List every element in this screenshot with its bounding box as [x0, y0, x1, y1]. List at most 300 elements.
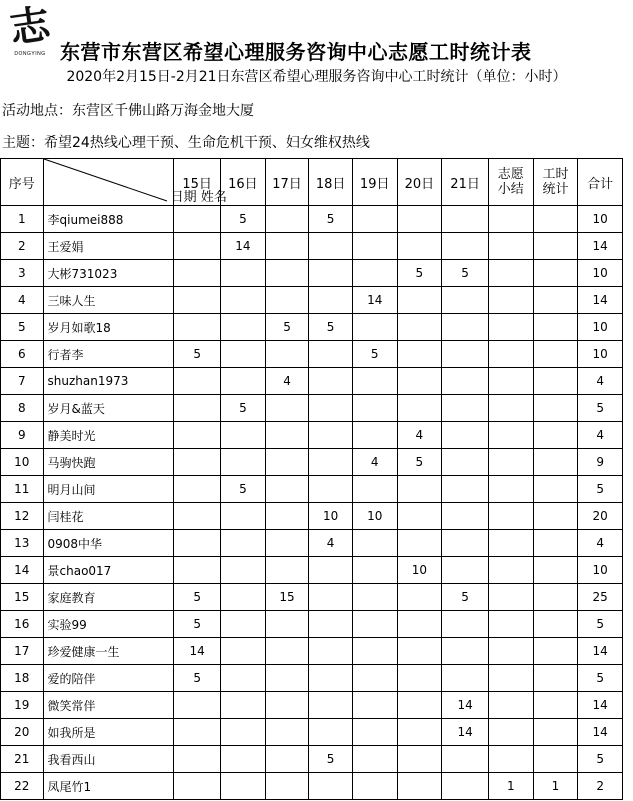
header-day: 15日: [174, 159, 221, 206]
summary-hours: [488, 395, 533, 422]
total-hours: 14: [578, 719, 623, 746]
day-hours: [352, 395, 397, 422]
day-hours: [352, 422, 397, 449]
day-hours: [397, 206, 442, 233]
summary-hours: [488, 503, 533, 530]
table-row: [1, 665, 623, 692]
table-row: [1, 449, 623, 476]
diagonal-line: [44, 159, 167, 201]
day-hours: [174, 503, 221, 530]
header-hours: [533, 159, 578, 206]
day-hours: 5: [309, 314, 353, 341]
total-hours: 10: [578, 557, 623, 584]
summary-hours: [488, 422, 533, 449]
total-hours: 4: [578, 368, 623, 395]
day-hours: [221, 773, 266, 800]
stat-hours: [533, 260, 578, 287]
day-hours: [174, 206, 221, 233]
table-row: [1, 638, 623, 665]
day-hours: 5: [174, 665, 221, 692]
table-row: [1, 368, 623, 395]
summary-hours: [488, 287, 533, 314]
day-hours: [309, 260, 353, 287]
day-hours: [221, 692, 266, 719]
day-hours: [442, 476, 489, 503]
stat-hours: [533, 665, 578, 692]
stat-hours: [533, 341, 578, 368]
summary-hours: [488, 341, 533, 368]
day-hours: [442, 530, 489, 557]
day-hours: [221, 557, 266, 584]
table-row: [1, 719, 623, 746]
day-hours: [352, 260, 397, 287]
header-summary-line1: 志愿: [497, 167, 524, 182]
volunteer-name: 我看西山: [43, 746, 174, 773]
day-hours: 14: [174, 638, 221, 665]
total-hours: 5: [578, 611, 623, 638]
volunteer-name: 王爱娟: [43, 233, 174, 260]
day-hours: 4: [352, 449, 397, 476]
day-hours: [442, 449, 489, 476]
total-hours: 2: [578, 773, 623, 800]
header-hours-line1: 工时: [542, 167, 569, 182]
row-index: 9: [1, 422, 44, 449]
day-hours: 14: [221, 233, 266, 260]
row-index: 1: [1, 206, 44, 233]
day-hours: 5: [174, 611, 221, 638]
day-hours: [352, 314, 397, 341]
row-index: 2: [1, 233, 44, 260]
table-row: [1, 422, 623, 449]
day-hours: [352, 611, 397, 638]
stat-hours: [533, 530, 578, 557]
total-hours: 5: [578, 665, 623, 692]
header-total: 合计: [578, 159, 623, 206]
header-hours-line2: 统计: [542, 182, 569, 197]
header-date: 日期: [170, 190, 197, 205]
day-hours: [352, 746, 397, 773]
row-index: 13: [1, 530, 44, 557]
total-hours: 4: [578, 422, 623, 449]
day-hours: [442, 557, 489, 584]
summary-hours: [488, 665, 533, 692]
day-hours: [309, 773, 353, 800]
volunteer-name: 家庭教育: [43, 584, 174, 611]
day-hours: [397, 584, 442, 611]
day-hours: [265, 611, 309, 638]
row-index: 8: [1, 395, 44, 422]
row-index: 12: [1, 503, 44, 530]
day-hours: [174, 692, 221, 719]
total-hours: 9: [578, 449, 623, 476]
volunteer-name: 大彬731023: [43, 260, 174, 287]
row-index: 16: [1, 611, 44, 638]
volunteer-name: 珍爱健康一生: [43, 638, 174, 665]
total-hours: 10: [578, 341, 623, 368]
row-index: 4: [1, 287, 44, 314]
day-hours: [309, 422, 353, 449]
day-hours: [174, 476, 221, 503]
day-hours: [397, 287, 442, 314]
day-hours: [174, 530, 221, 557]
table-row: [1, 692, 623, 719]
subtitle: 2020年2月15日-2月21日东营区希望心理服务咨询中心工时统计（单位：小时）: [66, 69, 567, 85]
day-hours: 5: [397, 260, 442, 287]
table-row: [1, 611, 623, 638]
day-hours: [352, 368, 397, 395]
day-hours: [309, 692, 353, 719]
table-row: [1, 557, 623, 584]
day-hours: [397, 476, 442, 503]
day-hours: [265, 773, 309, 800]
day-hours: [309, 719, 353, 746]
volunteer-name: 微笑常伴: [43, 692, 174, 719]
stat-hours: [533, 287, 578, 314]
day-hours: [265, 665, 309, 692]
day-hours: [265, 206, 309, 233]
logo: [6, 0, 54, 61]
day-hours: [309, 449, 353, 476]
day-hours: [265, 476, 309, 503]
stat-hours: [533, 746, 578, 773]
activity-topic: 主题：希望24热线心理干预、生命危机干预、妇女维权热线: [2, 135, 370, 151]
day-hours: 4: [397, 422, 442, 449]
header-day: 21日: [442, 159, 489, 206]
day-hours: [352, 476, 397, 503]
volunteer-name: 凤尾竹1: [43, 773, 174, 800]
stat-hours: [533, 395, 578, 422]
day-hours: [352, 773, 397, 800]
day-hours: [221, 368, 266, 395]
day-hours: [309, 476, 353, 503]
total-hours: 5: [578, 746, 623, 773]
day-hours: [265, 719, 309, 746]
table-row: [1, 773, 623, 800]
activity-location: 活动地点：东营区千佛山路万海金地大厦: [2, 103, 254, 119]
day-hours: [309, 638, 353, 665]
day-hours: [309, 665, 353, 692]
header-day: 17日: [265, 159, 309, 206]
day-hours: [265, 638, 309, 665]
day-hours: [442, 395, 489, 422]
day-hours: 5: [174, 584, 221, 611]
day-hours: [309, 611, 353, 638]
day-hours: [309, 341, 353, 368]
day-hours: 5: [442, 260, 489, 287]
day-hours: [442, 638, 489, 665]
table-row: [1, 314, 623, 341]
table-row: [1, 260, 623, 287]
volunteer-name: shuzhan1973: [43, 368, 174, 395]
day-hours: 5: [221, 395, 266, 422]
day-hours: [221, 638, 266, 665]
total-hours: 20: [578, 503, 623, 530]
row-index: 21: [1, 746, 44, 773]
volunteer-name: 0908中华: [43, 530, 174, 557]
stat-hours: [533, 206, 578, 233]
day-hours: [397, 395, 442, 422]
day-hours: [221, 746, 266, 773]
day-hours: 5: [265, 314, 309, 341]
day-hours: [174, 773, 221, 800]
day-hours: [397, 341, 442, 368]
total-hours: 5: [578, 476, 623, 503]
volunteer-name: 岁月如歌18: [43, 314, 174, 341]
volunteer-name: 爱的陪伴: [43, 665, 174, 692]
table-row: [1, 233, 623, 260]
day-hours: [442, 206, 489, 233]
summary-hours: [488, 476, 533, 503]
header: [0, 0, 633, 66]
day-hours: [442, 422, 489, 449]
day-hours: [352, 665, 397, 692]
volunteer-name: 景chao017: [43, 557, 174, 584]
day-hours: [442, 665, 489, 692]
summary-hours: [488, 746, 533, 773]
stat-hours: [533, 584, 578, 611]
day-hours: [309, 557, 353, 584]
row-index: 15: [1, 584, 44, 611]
stat-hours: [533, 692, 578, 719]
day-hours: 5: [309, 206, 353, 233]
stat-hours: [533, 422, 578, 449]
table-row: [1, 395, 623, 422]
day-hours: [352, 530, 397, 557]
day-hours: 5: [442, 584, 489, 611]
volunteer-name: 明月山间: [43, 476, 174, 503]
row-index: 11: [1, 476, 44, 503]
day-hours: [265, 395, 309, 422]
total-hours: 25: [578, 584, 623, 611]
total-hours: 14: [578, 287, 623, 314]
stat-hours: [533, 503, 578, 530]
row-index: 18: [1, 665, 44, 692]
row-index: 17: [1, 638, 44, 665]
hours-table: [0, 158, 623, 800]
day-hours: [174, 422, 221, 449]
summary-hours: [488, 206, 533, 233]
total-hours: 10: [578, 260, 623, 287]
day-hours: [221, 341, 266, 368]
day-hours: [174, 314, 221, 341]
day-hours: 4: [309, 530, 353, 557]
day-hours: [442, 368, 489, 395]
day-hours: [174, 449, 221, 476]
day-hours: 5: [352, 341, 397, 368]
logo-text: DONGYING: [14, 51, 46, 57]
summary-hours: [488, 692, 533, 719]
day-hours: [265, 530, 309, 557]
day-hours: [221, 422, 266, 449]
stat-hours: [533, 476, 578, 503]
total-hours: 14: [578, 692, 623, 719]
page-title: 东营市东营区希望心理服务咨询中心志愿工时统计表: [60, 40, 532, 64]
day-hours: [442, 287, 489, 314]
day-hours: [442, 611, 489, 638]
day-hours: [174, 368, 221, 395]
day-hours: [352, 557, 397, 584]
day-hours: [221, 314, 266, 341]
day-hours: [352, 719, 397, 746]
volunteer-name: 岁月&蓝天: [43, 395, 174, 422]
row-index: 5: [1, 314, 44, 341]
day-hours: 5: [221, 206, 266, 233]
table-row: [1, 584, 623, 611]
day-hours: [221, 260, 266, 287]
day-hours: [174, 746, 221, 773]
row-index: 6: [1, 341, 44, 368]
day-hours: [397, 665, 442, 692]
day-hours: [442, 314, 489, 341]
table-row: [1, 341, 623, 368]
day-hours: 14: [442, 692, 489, 719]
total-hours: 14: [578, 638, 623, 665]
day-hours: [397, 746, 442, 773]
day-hours: [265, 287, 309, 314]
day-hours: [442, 746, 489, 773]
row-index: 10: [1, 449, 44, 476]
day-hours: [442, 341, 489, 368]
day-hours: [309, 584, 353, 611]
header-index: 序号: [1, 159, 44, 206]
volunteer-name: 三味人生: [43, 287, 174, 314]
header-name: 姓名: [200, 190, 227, 205]
summary-hours: 1: [488, 773, 533, 800]
stat-hours: 1: [533, 773, 578, 800]
volunteer-name: 闫桂花: [43, 503, 174, 530]
stat-hours: [533, 368, 578, 395]
day-hours: [397, 773, 442, 800]
day-hours: [397, 530, 442, 557]
table-row: [1, 476, 623, 503]
logo-glyph: 志: [6, 0, 54, 53]
day-hours: [397, 719, 442, 746]
day-hours: [352, 233, 397, 260]
header-day: 19日: [352, 159, 397, 206]
day-hours: [352, 638, 397, 665]
day-hours: [442, 503, 489, 530]
day-hours: [397, 611, 442, 638]
day-hours: [174, 233, 221, 260]
volunteer-name: 行者李: [43, 341, 174, 368]
day-hours: [265, 449, 309, 476]
day-hours: [221, 503, 266, 530]
day-hours: 5: [174, 341, 221, 368]
day-hours: [397, 368, 442, 395]
table-row: [1, 287, 623, 314]
day-hours: [174, 395, 221, 422]
day-hours: [265, 233, 309, 260]
day-hours: [309, 368, 353, 395]
day-hours: [309, 233, 353, 260]
day-hours: [221, 665, 266, 692]
total-hours: 10: [578, 314, 623, 341]
row-index: 19: [1, 692, 44, 719]
day-hours: [352, 206, 397, 233]
header-day: 18日: [309, 159, 353, 206]
table-row: [1, 530, 623, 557]
table-row: [1, 503, 623, 530]
day-hours: [265, 422, 309, 449]
day-hours: [397, 314, 442, 341]
row-index: 22: [1, 773, 44, 800]
day-hours: [397, 692, 442, 719]
day-hours: 10: [309, 503, 353, 530]
total-hours: 4: [578, 530, 623, 557]
day-hours: [442, 233, 489, 260]
day-hours: 10: [352, 503, 397, 530]
table-body: [1, 206, 623, 800]
summary-hours: [488, 719, 533, 746]
day-hours: [265, 503, 309, 530]
day-hours: [221, 719, 266, 746]
day-hours: 5: [309, 746, 353, 773]
volunteer-name: 如我所是: [43, 719, 174, 746]
summary-hours: [488, 233, 533, 260]
day-hours: [221, 287, 266, 314]
day-hours: 4: [265, 368, 309, 395]
summary-hours: [488, 611, 533, 638]
day-hours: [265, 692, 309, 719]
stat-hours: [533, 611, 578, 638]
day-hours: 15: [265, 584, 309, 611]
day-hours: [174, 260, 221, 287]
summary-hours: [488, 584, 533, 611]
day-hours: [221, 611, 266, 638]
day-hours: [221, 530, 266, 557]
summary-hours: [488, 368, 533, 395]
day-hours: [265, 260, 309, 287]
day-hours: [442, 773, 489, 800]
row-index: 7: [1, 368, 44, 395]
day-hours: 5: [221, 476, 266, 503]
day-hours: [265, 746, 309, 773]
row-index: 20: [1, 719, 44, 746]
day-hours: [309, 287, 353, 314]
day-hours: [352, 692, 397, 719]
day-hours: [174, 287, 221, 314]
total-hours: 10: [578, 206, 623, 233]
day-hours: [397, 503, 442, 530]
header-summary-line2: 小结: [497, 182, 524, 197]
summary-hours: [488, 557, 533, 584]
table-row: [1, 746, 623, 773]
day-hours: [174, 719, 221, 746]
day-hours: [309, 395, 353, 422]
volunteer-name: 李qiumei888: [43, 206, 174, 233]
summary-hours: [488, 314, 533, 341]
stat-hours: [533, 449, 578, 476]
day-hours: [265, 341, 309, 368]
day-hours: [174, 557, 221, 584]
summary-hours: [488, 260, 533, 287]
day-hours: 5: [397, 449, 442, 476]
day-hours: [397, 638, 442, 665]
stat-hours: [533, 638, 578, 665]
day-hours: [265, 557, 309, 584]
row-index: 3: [1, 260, 44, 287]
day-hours: 14: [352, 287, 397, 314]
stat-hours: [533, 314, 578, 341]
volunteer-name: 静美时光: [43, 422, 174, 449]
summary-hours: [488, 530, 533, 557]
stat-hours: [533, 233, 578, 260]
day-hours: [397, 233, 442, 260]
total-hours: 5: [578, 395, 623, 422]
summary-hours: [488, 638, 533, 665]
table-header-row: [1, 159, 623, 206]
row-index: 14: [1, 557, 44, 584]
